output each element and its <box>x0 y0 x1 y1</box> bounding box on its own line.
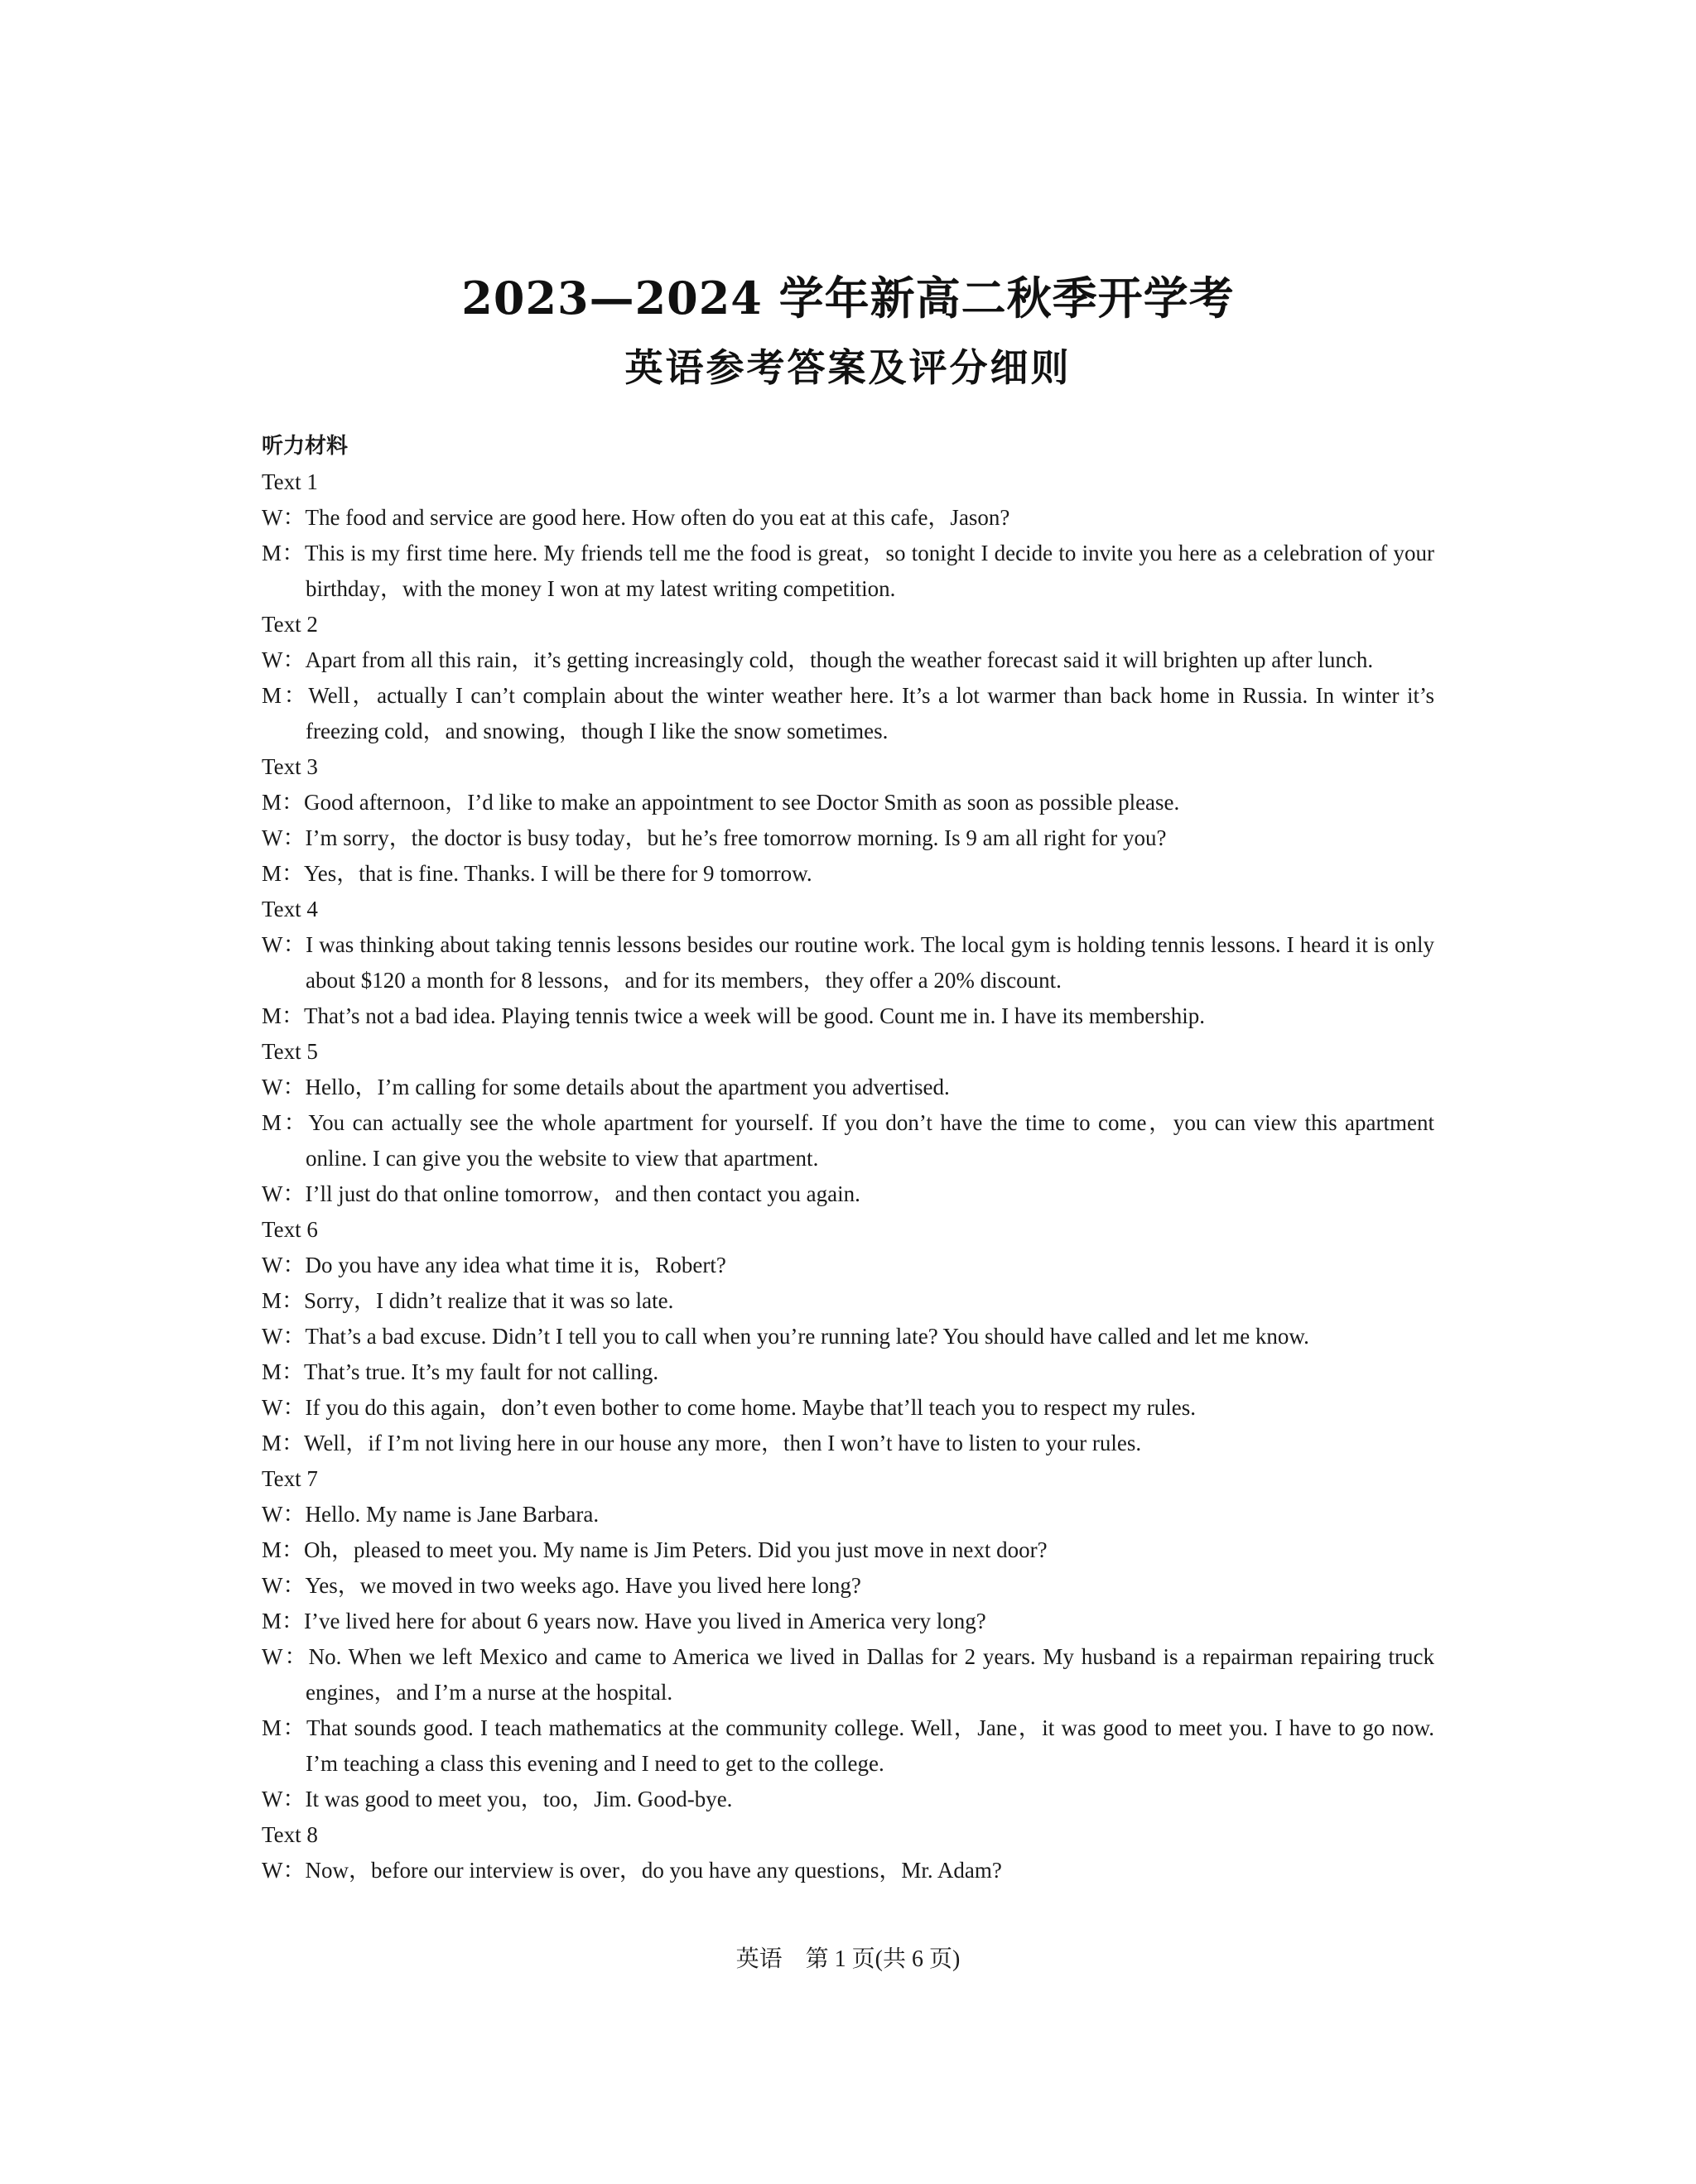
dialogue-text: No. When we left Mexico and came to America we lived in Dallas for 2 years. My husband is a repairman repairing truck engines，and I’m a nurse at the hospital. <box>306 1644 1435 1705</box>
dialogue-text: The food and service are good here. How often do you eat at this cafe，Jason? <box>305 505 1010 530</box>
speaker-label: M： <box>262 1110 309 1135</box>
dialogue-text: If you do this again，don’t even bother to come home. Maybe that’ll teach you to respect my rules. <box>305 1395 1196 1420</box>
speaker-label: M： <box>262 683 309 708</box>
dialogue-text: Well，actually I can’t complain about the winter weather here. It’s a lot warmer than back home in Russia. In winter it’s freezing cold，and snowing，though I like the snow sometimes. <box>306 683 1434 743</box>
dialogue-text: That’s a bad excuse. Didn’t I tell you to call when you’re running late? You should have called and let me know. <box>305 1324 1309 1349</box>
text-heading: Text 5 <box>262 1039 318 1064</box>
text-heading: Text 6 <box>262 1217 318 1242</box>
dialogue-line <box>262 820 1434 856</box>
dialogue-text: Oh，pleased to meet you. My name is Jim Peters. Did you just move in next door? <box>304 1537 1048 1562</box>
dialogue-text: That’s not a bad idea. Playing tennis twice a week will be good. Count me in. I have its membership. <box>304 1003 1206 1028</box>
speaker-label: M： <box>262 1288 305 1313</box>
dialogue-text: I’ll just do that online tomorrow，and then contact you again. <box>305 1181 860 1206</box>
text-heading: Text 7 <box>262 1466 318 1491</box>
dialogue-line <box>262 1604 1434 1639</box>
text-block <box>262 607 1434 749</box>
speaker-label: W： <box>262 1573 306 1598</box>
dialogue-text: I was thinking about taking tennis lessons besides our routine work. The local gym is holding tennis lessons. I heard it is only about $120 a month for 8 lessons，and for its members，they offer a 20% discount. <box>306 932 1435 993</box>
dialogue-line <box>262 1710 1434 1782</box>
text-block <box>262 892 1434 1034</box>
dialogue-text: Apart from all this rain，it’s getting increasingly cold，though the weather forecast said it will brighten up after lunch. <box>305 647 1374 672</box>
text-block <box>262 1212 1434 1461</box>
dialogue-text: Good afternoon，I’d like to make an appointment to see Doctor Smith as soon as possible please. <box>304 790 1180 815</box>
speaker-label: M： <box>262 1609 305 1633</box>
dialogue-line <box>262 536 1434 607</box>
dialogue-line <box>262 1283 1434 1319</box>
dialogue-line <box>262 785 1434 820</box>
dialogue-line <box>262 1853 1434 1888</box>
speaker-label: W： <box>262 1324 306 1349</box>
dialogue-text: Well，if I’m not living here in our house any more，then I won’t have to listen to your rules. <box>304 1431 1142 1455</box>
text-heading: Text 2 <box>262 612 318 637</box>
speaker-label: M： <box>262 1003 305 1028</box>
dialogue-line <box>262 1568 1434 1604</box>
dialogue-text: I’m sorry，the doctor is busy today，but he’s free tomorrow morning. Is 9 am all right for you? <box>305 825 1167 850</box>
speaker-label: M： <box>262 861 305 886</box>
text-heading: Text 3 <box>262 754 318 779</box>
dialogue-line <box>262 1176 1434 1212</box>
dialogue-line <box>262 1782 1434 1817</box>
speaker-label: W： <box>262 1395 306 1420</box>
dialogue-text: Yes，that is fine. Thanks. I will be there for 9 tomorrow. <box>304 861 812 886</box>
dialogue-line <box>262 1497 1434 1532</box>
dialogue-line <box>262 642 1434 678</box>
dialogue-text: It was good to meet you，too，Jim. Good-bye. <box>305 1787 733 1811</box>
speaker-label: W： <box>262 505 306 530</box>
dialogue-text: Sorry，I didn’t realize that it was so late. <box>304 1288 674 1313</box>
speaker-label: W： <box>262 825 306 850</box>
dialogue-line <box>262 1105 1434 1176</box>
dialogue-text: Hello，I’m calling for some details about the apartment you advertised. <box>305 1075 950 1099</box>
dialogue-text: Yes，we moved in two weeks ago. Have you lived here long? <box>305 1573 861 1598</box>
speaker-label: W： <box>262 1502 306 1527</box>
text-block <box>262 464 1434 607</box>
page-title: 2023—2024 学年新高二秋季开学考 <box>461 272 1235 325</box>
speaker-label: M： <box>262 1715 307 1740</box>
dialogue-text: That’s true. It’s my fault for not calling. <box>304 1359 659 1384</box>
dialogue-text: Hello. My name is Jane Barbara. <box>305 1502 600 1527</box>
section-title: 听力材料 <box>262 434 349 459</box>
speaker-label: W： <box>262 1181 306 1206</box>
dialogue-line <box>262 1070 1434 1105</box>
dialogue-line <box>262 1532 1434 1568</box>
page-footer: 英语 第 1 页(共 6 页) <box>735 1946 961 1972</box>
dialogue-line <box>262 1639 1434 1710</box>
speaker-label: W： <box>262 1253 306 1277</box>
text-block <box>262 749 1434 892</box>
listening-material <box>262 429 1434 1888</box>
dialogue-text: You can actually see the whole apartment for yourself. If you don’t have the time to come，you can view this apartment online. I can give you the website to view that apartment. <box>306 1110 1434 1171</box>
text-block <box>262 1034 1434 1212</box>
speaker-label: M： <box>262 790 305 815</box>
dialogue-line <box>262 1426 1434 1461</box>
text-block <box>262 1817 1434 1888</box>
speaker-label: W： <box>262 932 306 957</box>
dialogue-line <box>262 1390 1434 1426</box>
dialogue-text: This is my first time here. My friends tell me the food is great，so tonight I decide to invite you here as a celebration of your birthday，with the money I won at my latest writing competition. <box>304 541 1434 601</box>
dialogue-line <box>262 856 1434 892</box>
speaker-label: M： <box>262 1537 305 1562</box>
text-block <box>262 1461 1434 1817</box>
dialogue-line <box>262 927 1434 998</box>
dialogue-line <box>262 678 1434 749</box>
dialogue-text: Now，before our interview is over，do you have any questions，Mr. Adam? <box>305 1858 1002 1883</box>
speaker-label: M： <box>262 1359 305 1384</box>
dialogue-line <box>262 1319 1434 1354</box>
dialogue-line <box>262 1248 1434 1283</box>
text-heading: Text 4 <box>262 897 318 921</box>
speaker-label: W： <box>262 647 306 672</box>
dialogue-text: That sounds good. I teach mathematics at the community college. Well，Jane，it was good to meet you. I have to go now. I’m teaching a class this evening and I need to get to the college. <box>306 1715 1434 1776</box>
dialogue-line <box>262 998 1434 1034</box>
speaker-label: W： <box>262 1787 306 1811</box>
page-subtitle: 英语参考答案及评分细则 <box>624 345 1072 390</box>
speaker-label: W： <box>262 1075 306 1099</box>
dialogue-text: I’ve lived here for about 6 years now. Have you lived in America very long? <box>304 1609 986 1633</box>
speaker-label: M： <box>262 1431 305 1455</box>
transcript-list <box>262 464 1434 1888</box>
text-heading: Text 1 <box>262 469 318 494</box>
speaker-label: M： <box>262 541 305 565</box>
speaker-label: W： <box>262 1644 309 1669</box>
dialogue-line <box>262 500 1434 536</box>
speaker-label: W： <box>262 1858 306 1883</box>
dialogue-text: Do you have any idea what time it is，Robert? <box>305 1253 726 1277</box>
dialogue-line <box>262 1354 1434 1390</box>
text-heading: Text 8 <box>262 1822 318 1847</box>
